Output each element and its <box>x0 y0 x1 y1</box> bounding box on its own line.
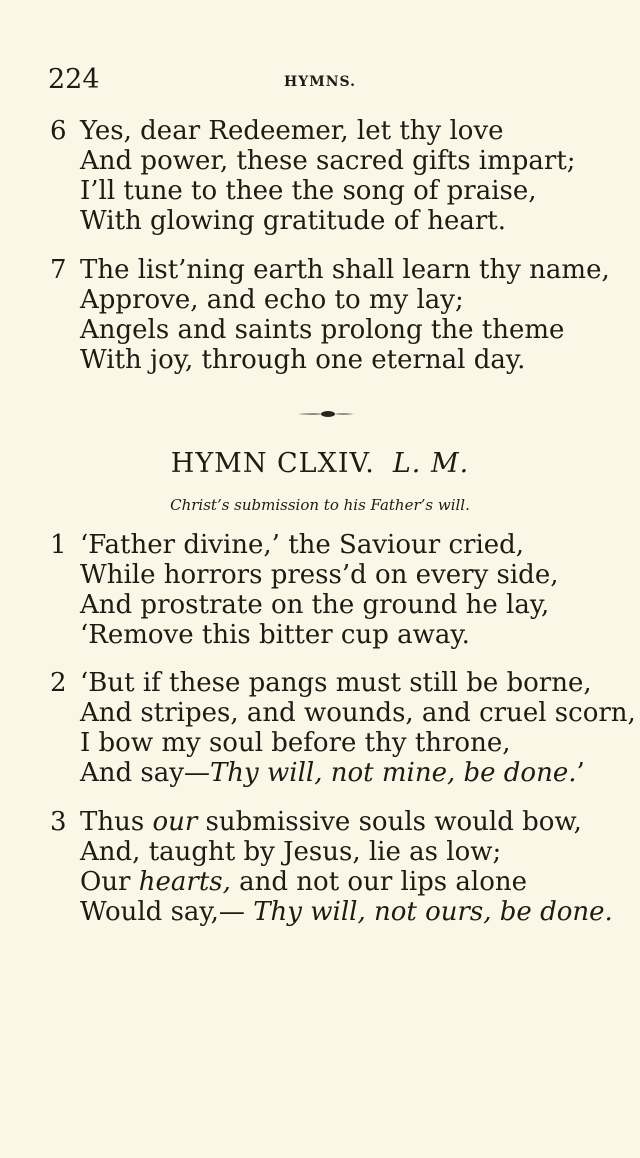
verse-line: I bow my soul before thy throne, <box>80 728 511 758</box>
verse-text: Would say,— <box>80 897 254 927</box>
verse-line: And stripes, and wounds, and cruel scorn, <box>80 698 636 728</box>
section-divider-ornament <box>296 409 356 419</box>
verse-line: The list’ning earth shall learn thy name, <box>80 255 610 285</box>
verse-line: Yes, dear Redeemer, let thy love <box>80 116 504 146</box>
verse-line <box>80 758 636 788</box>
verse-line: And prostrate on the ground he lay, <box>80 590 550 620</box>
verse-text: Thus <box>80 807 153 837</box>
running-title: HYMNS. <box>283 74 356 90</box>
verse-line: While horrors press’d on every side, <box>80 560 559 590</box>
hymn-meter: L. M. <box>392 448 470 479</box>
stanza-number: 7 <box>50 255 67 285</box>
verse-text: and not our lips alone <box>230 867 527 897</box>
verse-text: Our <box>80 867 139 897</box>
verse-line: ‘But if these pangs must still be borne, <box>80 668 592 698</box>
hymn-number: HYMN CLXIV. <box>170 448 375 479</box>
stanza-2 <box>50 668 636 788</box>
stanza-number: 2 <box>50 668 67 698</box>
hymn-subtitle: Christ’s submission to his Father’s will. <box>170 496 470 514</box>
stanza-3 <box>50 807 613 927</box>
verse-line <box>80 867 613 897</box>
verse-line: I’ll tune to thee the song of praise, <box>80 176 537 206</box>
stanza-number: 1 <box>50 530 67 560</box>
verse-line: And power, these sacred gifts impart; <box>80 146 576 176</box>
verse-line: With glowing gratitude of heart. <box>80 206 507 236</box>
stanza-7 <box>50 255 610 375</box>
stanza-6 <box>50 116 576 236</box>
verse-line <box>80 807 613 837</box>
verse-line: Approve, and echo to my lay; <box>80 285 464 315</box>
verse-line: ‘Father divine,’ the Saviour cried, <box>80 530 525 560</box>
running-head <box>48 64 592 104</box>
closing-quote: ’ <box>576 758 585 788</box>
verse-line <box>80 897 613 927</box>
italic-text: Thy will, not mine, be done. <box>209 758 577 788</box>
italic-text: hearts, <box>138 867 231 897</box>
verse-text: submissive souls would bow, <box>197 807 582 837</box>
verse-line: ‘Remove this bitter cup away. <box>80 620 470 650</box>
verse-line: With joy, through one eternal day. <box>80 345 526 375</box>
italic-text: our <box>152 807 198 837</box>
verse-line: Angels and saints prolong the theme <box>80 315 565 345</box>
stanza-number: 6 <box>50 116 67 146</box>
verse-text: And say— <box>80 758 210 788</box>
verse-line: And, taught by Jesus, lie as low; <box>80 837 502 867</box>
page-number: 224 <box>48 64 100 95</box>
stanza-1 <box>50 530 558 650</box>
italic-text: Thy will, not ours, be done. <box>253 897 613 927</box>
hymn-title <box>0 448 640 479</box>
stanza-number: 3 <box>50 807 67 837</box>
